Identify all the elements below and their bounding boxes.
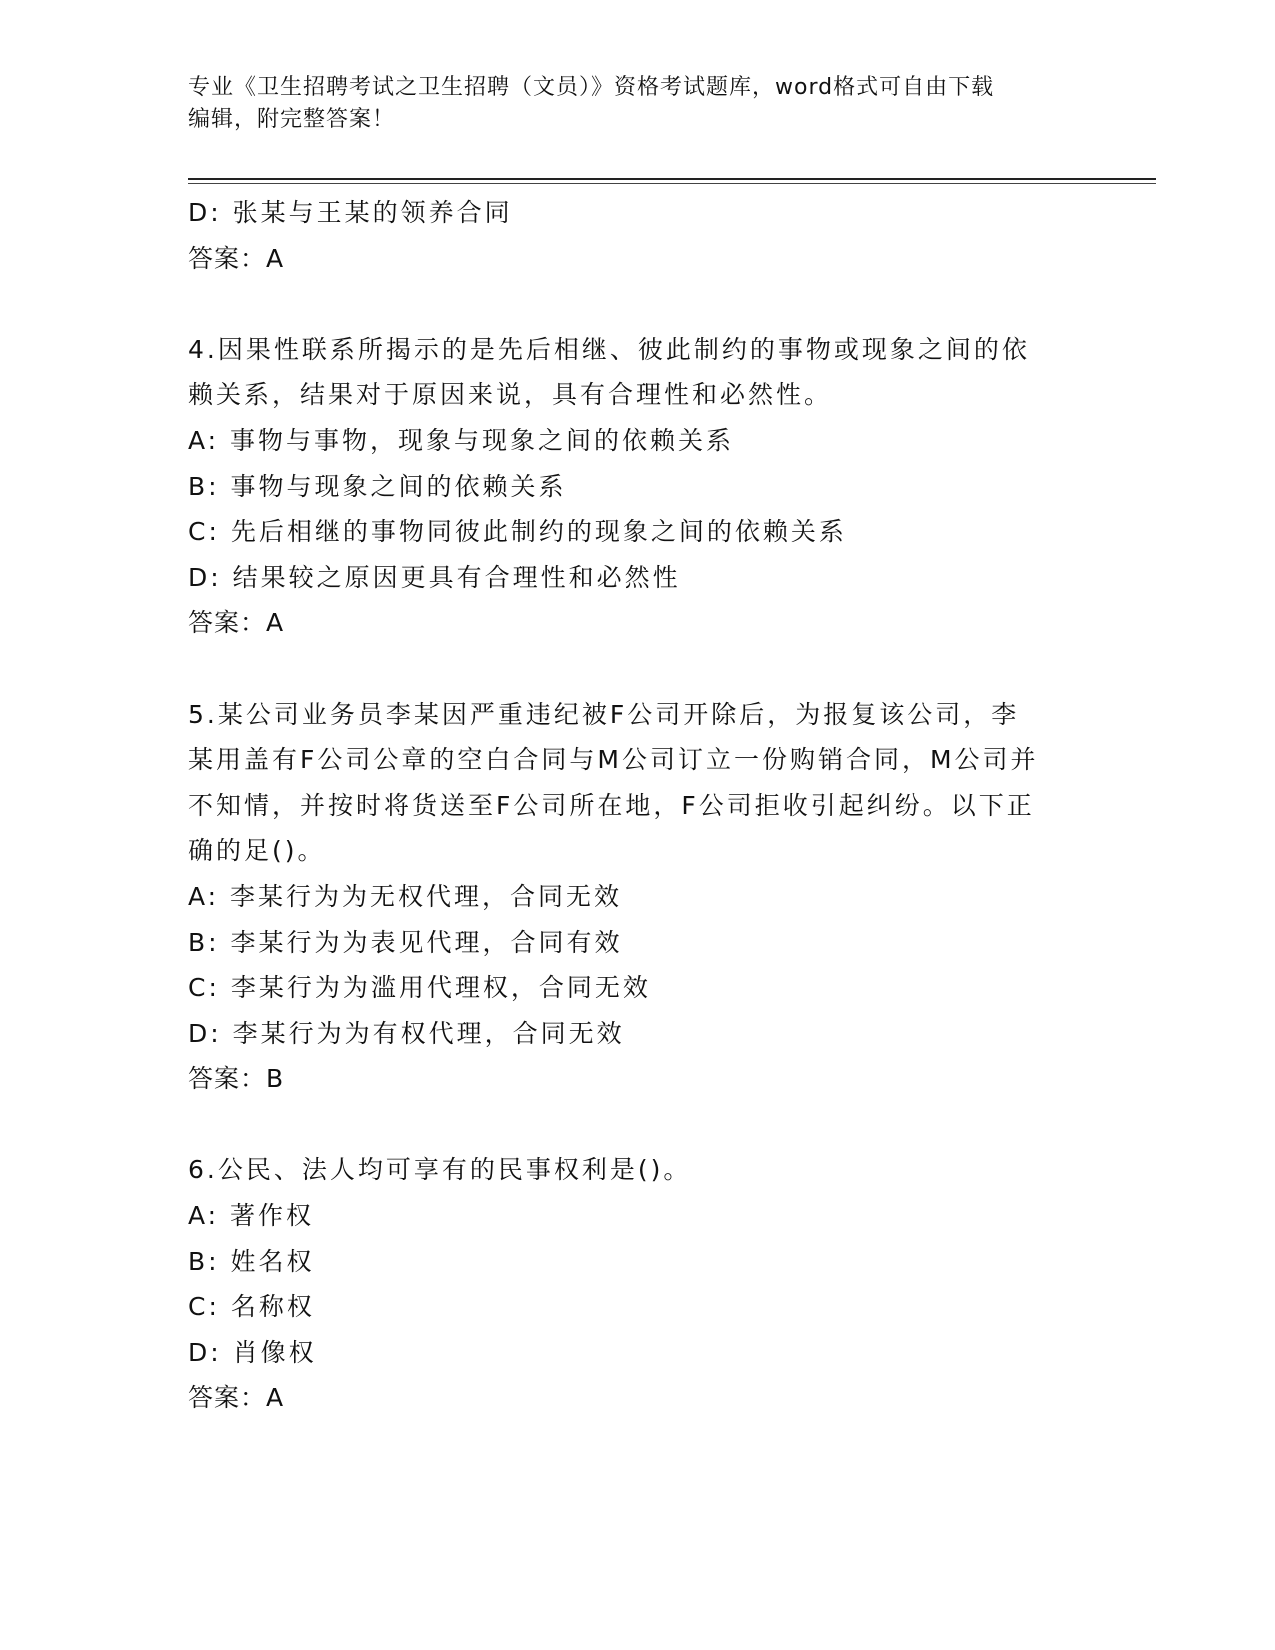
header-divider-thin — [188, 183, 1156, 184]
answer-line: 答案：A — [188, 1383, 285, 1413]
spacer — [188, 646, 1088, 692]
answer-line: 答案：B — [188, 1064, 285, 1094]
question-stem-line: 确的足()。 — [188, 836, 326, 866]
question-stem-line: 5.某公司业务员李某因严重违纪被F公司开除后，为报复该公司，李 — [188, 699, 1020, 729]
option-c: C: 先后相继的事物同彼此制约的现象之间的依赖关系 — [188, 517, 847, 547]
option-c: C: 名称权 — [188, 1292, 315, 1322]
question-stem-line: 不知情，并按时将货送至F公司所在地，F公司拒收引起纠纷。以下正 — [188, 790, 1035, 820]
option-b: B: 事物与现象之间的依赖关系 — [188, 471, 567, 501]
spacer — [188, 281, 1088, 327]
question-stem-line: 4.因果性联系所揭示的是先后相继、彼此制约的事物或现象之间的依 — [188, 334, 1030, 364]
prev-question-option-d: D: 张某与王某的领养合同 — [188, 198, 513, 227]
question-6 — [188, 1147, 1088, 1421]
answer-line: 答案：A — [188, 608, 285, 638]
page-header — [188, 72, 1068, 136]
option-b: B: 李某行为为表见代理，合同有效 — [188, 927, 623, 957]
option-a: A: 李某行为为无权代理，合同无效 — [188, 881, 623, 911]
option-b: B: 姓名权 — [188, 1246, 315, 1276]
spacer — [188, 1102, 1088, 1148]
question-stem-line: 赖关系，结果对于原因来说，具有合理性和必然性。 — [188, 380, 833, 410]
option-a: A: 著作权 — [188, 1201, 315, 1231]
question-5 — [188, 692, 1088, 1102]
option-d: D: 结果较之原因更具有合理性和必然性 — [188, 562, 681, 592]
question-content — [188, 190, 1088, 1421]
question-4 — [188, 327, 1088, 646]
header-divider-thick — [188, 178, 1156, 180]
option-d: D: 肖像权 — [188, 1337, 317, 1367]
prev-question-answer: 答案：A — [188, 243, 285, 273]
header-line-1: 专业《卫生招聘考试之卫生招聘（文员）》资格考试题库，word格式可自由下载 — [188, 75, 995, 100]
question-stem-line: 某用盖有F公司公章的空白合同与M公司订立一份购销合同，M公司并 — [188, 745, 1039, 775]
option-d: D: 李某行为为有权代理，合同无效 — [188, 1018, 625, 1048]
question-stem-line: 6.公民、法人均可享有的民事权利是()。 — [188, 1155, 692, 1185]
option-c: C: 李某行为为滥用代理权，合同无效 — [188, 973, 651, 1003]
option-a: A: 事物与事物，现象与现象之间的依赖关系 — [188, 425, 735, 455]
header-line-2: 编辑，附完整答案！ — [188, 107, 396, 132]
